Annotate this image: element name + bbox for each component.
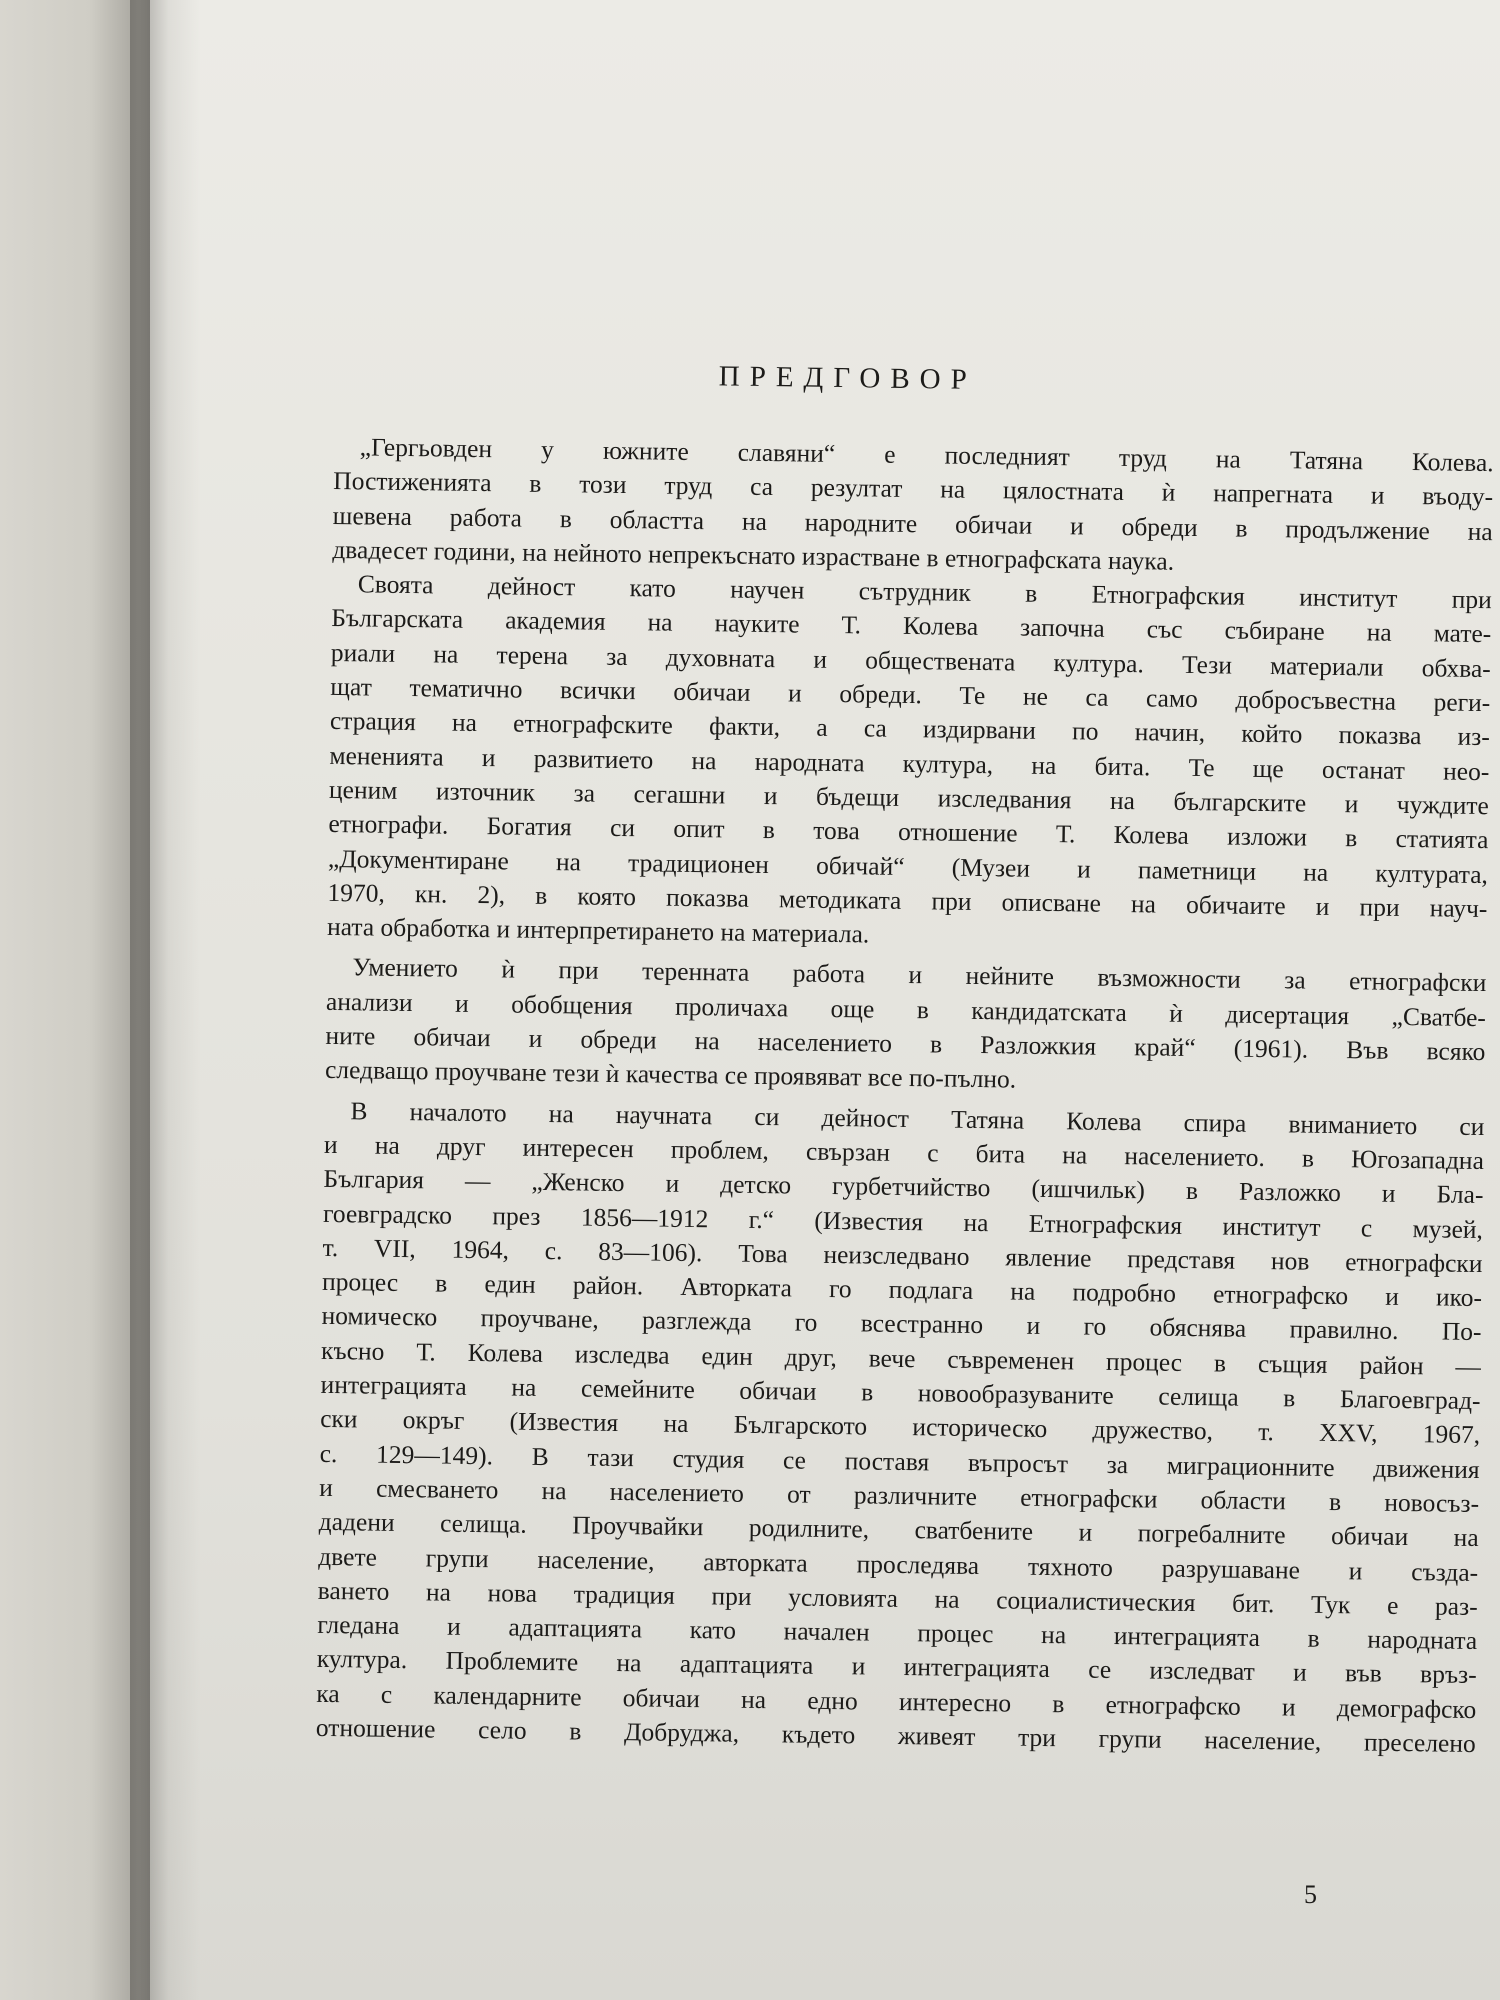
paragraph [316, 1094, 1485, 1762]
text-line: т. VII, 1964, с. 83—106). Това неизследвано явление представя нов етнографски [322, 1232, 1483, 1278]
text-line: дадени селища. Проучвайки родилните, сватбените и погребалните обичаи на [318, 1507, 1479, 1553]
text-line: Българската академия на науките Т. Колева започна със събиране на мате- [331, 603, 1492, 649]
paragraph [325, 950, 1487, 1103]
text-line: двете групи население, авторката проследява тяхното разрушаване и създа- [318, 1541, 1479, 1587]
text-line: и смесването на населението от различните етнографски области в новосъз- [319, 1472, 1480, 1518]
text-line: 1970, кн. 2), в която показва методиката при описване на обичаите и при науч- [327, 877, 1488, 923]
body-text [316, 430, 1494, 1761]
text-line: „Документиране на традиционен обичай“ (Музеи и паметници на културата, [327, 843, 1489, 889]
text-line: ценим източник за сегашни и бъдещи изследвания на българските и чуждите [328, 774, 1490, 821]
text-line: ната обработка и интерпретирането на материала. [326, 912, 870, 949]
text-line: етнографи. Богатия си опит в това отношение Т. Колева изложи в статията [328, 809, 1489, 855]
text-line: Умението ѝ при теренната работа и нейните възможности за етнографски [352, 952, 1487, 998]
text-line: ните обичаи и обреди на населението в Разложкия край“ (1961). Във всяко [325, 1020, 1486, 1067]
text-line: късно Т. Колева изследва един друг, вече съвременен процес в същия район — [320, 1335, 1482, 1381]
text-line: ването на нова традиция при условията на социалистическия бит. Тук е раз- [317, 1575, 1478, 1621]
gutter-shadow [130, 0, 200, 2000]
left-page-edge [0, 0, 150, 2000]
text-line: България — „Женско и детско гурбетчийство (ишчильк) в Разложко и Бла- [323, 1164, 1484, 1210]
text-line: Постиженията в този труд са резултат на цялостната ѝ напрегната и въоду- [333, 466, 1494, 512]
text-line: интеграцията на семейните обичаи в новообразуваните селища в Благоевград- [320, 1369, 1481, 1416]
text-line: номическо проучване, разглежда го всестранно и го обяснява правилно. По- [321, 1301, 1482, 1347]
page-title: ПРЕДГОВОР [718, 360, 977, 396]
text-line: ски окръг (Известия на Българското историческо дружество, т. XXV, 1967, [319, 1404, 1481, 1450]
text-line: ка с календарните обичаи на едно интересно в етнографско и демографско [316, 1678, 1477, 1724]
page-content [312, 0, 1500, 2000]
text-line: анализи и обобщения проличаха още в кандидатската ѝ дисертация „Сватбе- [325, 986, 1487, 1032]
text-line: двадесет години, на нейното непрекъснато израстване в етнографската наука. [332, 534, 1175, 576]
text-line: и на друг интересен проблем, свързан с бита на населението. в Югозападна [323, 1129, 1485, 1176]
book-page [150, 0, 1500, 2000]
text-line: риали на терена за духовната и обществената култура. Тези материали обхва- [330, 637, 1491, 683]
text-line: следващо проучване тези ѝ качества се проявяват все по-пълно. [324, 1055, 1017, 1094]
text-line: култура. Проблемите на адаптацията и интеграцията се изследват и във връз- [316, 1644, 1477, 1690]
text-line: Своята дейност като научен сътрудник в Етнографския институт при [357, 569, 1492, 615]
text-line: отношение село в Добруджа, където живеят три групи население, преселено [315, 1712, 1476, 1759]
page-number: 5 [1304, 1880, 1317, 1909]
text-line: В началото на научната си дейност Татяна Колева спира вниманието си [350, 1095, 1485, 1141]
text-line: мененията и развитието на народната култура, на бита. Те ще останат нео- [329, 740, 1490, 786]
text-line: процес в един район. Авторката го подлага на подробно етнографско и ико- [321, 1267, 1483, 1313]
text-line: гоевградско през 1856—1912 г.“ (Известия на Етнографския институт с музей, [322, 1198, 1484, 1244]
paragraph [327, 567, 1492, 960]
text-line: гледана и адаптацията като начален процес на интеграцията в народната [317, 1609, 1478, 1656]
text-line: шевена работа в областта на народните обичаи и обреди в продължение на [332, 500, 1493, 546]
text-line: щат тематично всички обичаи и обреди. Те не са само добросъвестна реги- [330, 672, 1491, 718]
text-line: с. 129—149). В тази студия се поставя въпросът за миграционните движения [319, 1438, 1480, 1484]
text-line: „Гергьовден у южните славяни“ е последният труд на Татяна Колева. [359, 432, 1494, 478]
text-line: страция на етнографските факти, а са издирвани по начин, който показва из- [329, 706, 1491, 752]
paragraph [332, 430, 1494, 583]
